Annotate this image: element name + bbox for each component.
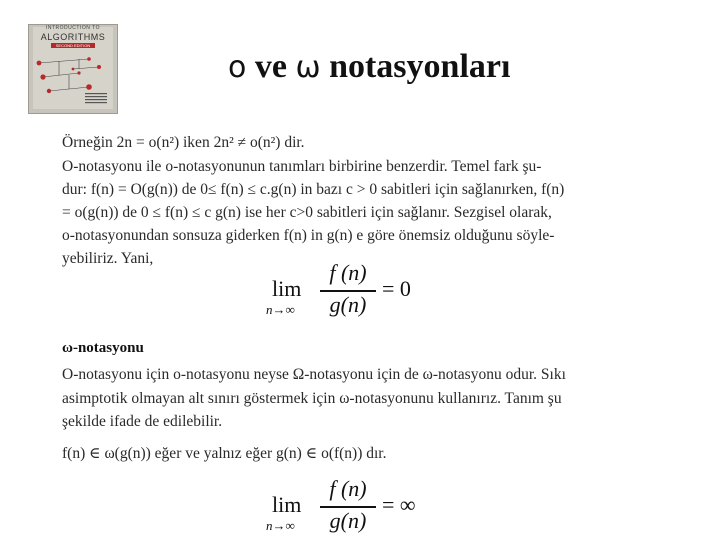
- lim-operator: lim: [272, 276, 302, 301]
- book-cover-subtitle: INTRODUCTION TO: [46, 25, 100, 31]
- text-line-7: O-notasyonu için o-notasyonu neyse Ω-notasyonu için de ω-notasyonu odur. Sıkı: [62, 366, 566, 383]
- text-line-6: yebiliriz. Yani,: [62, 250, 154, 267]
- fraction-numerator: f (n): [329, 476, 367, 501]
- lim-subscript: n→∞: [266, 302, 295, 317]
- text-line-8: asimptotik olmayan alt sınırı göstermek için ω-notasyonunu kullanırız. Tanım şu: [62, 390, 562, 407]
- formula-rhs: = 0: [382, 276, 411, 301]
- text-line-5: o-notasyonundan sonsuza giderken f(n) in g(n) e göre önemsiz olduğunu söyle-: [62, 227, 555, 244]
- fraction-denominator: g(n): [329, 508, 367, 533]
- fraction-numerator: f (n): [329, 260, 367, 285]
- text-line-9: şekilde ifade de edilebilir.: [62, 413, 223, 430]
- section-heading-omega: ω-notasyonu: [62, 340, 144, 356]
- slide-title: [228, 48, 510, 86]
- text-line-3: dur: f(n) = O(g(n)) de 0≤ f(n) ≤ c.g(n) in bazı c > 0 sabitleri için sağlanırken, f(n): [62, 181, 565, 198]
- title-omega: ω: [295, 50, 321, 85]
- fraction-denominator: g(n): [329, 292, 367, 317]
- book-cover-edition: SECOND EDITION: [51, 43, 95, 48]
- text-line-4: = o(g(n)) de 0 ≤ f(n) ≤ c g(n) ise her c>0 sabitleri için sağlanır. Sezgisel olarak,: [62, 204, 552, 221]
- text-line-2: O-notasyonu ile o-notasyonunun tanımları birbirine benzerdir. Temel fark şu-: [62, 158, 542, 175]
- title-little-o: o: [228, 50, 247, 85]
- formula-rhs: = ∞: [382, 492, 416, 517]
- book-cover-image: [28, 24, 118, 114]
- lim-operator: lim: [272, 492, 302, 517]
- omega-statement: f(n) ∈ ω(g(n)) eğer ve yalnız eğer g(n) ∈ o(f(n)) dır.: [62, 445, 387, 462]
- lim-subscript: n→∞: [266, 518, 295, 533]
- text-line-1: Örneğin 2n = o(n²) iken 2n² ≠ o(n²) dir.: [62, 134, 305, 151]
- title-middle: ve: [246, 48, 296, 85]
- book-cover-title: ALGORITHMS: [40, 32, 106, 42]
- title-rest: notasyonları: [320, 48, 511, 85]
